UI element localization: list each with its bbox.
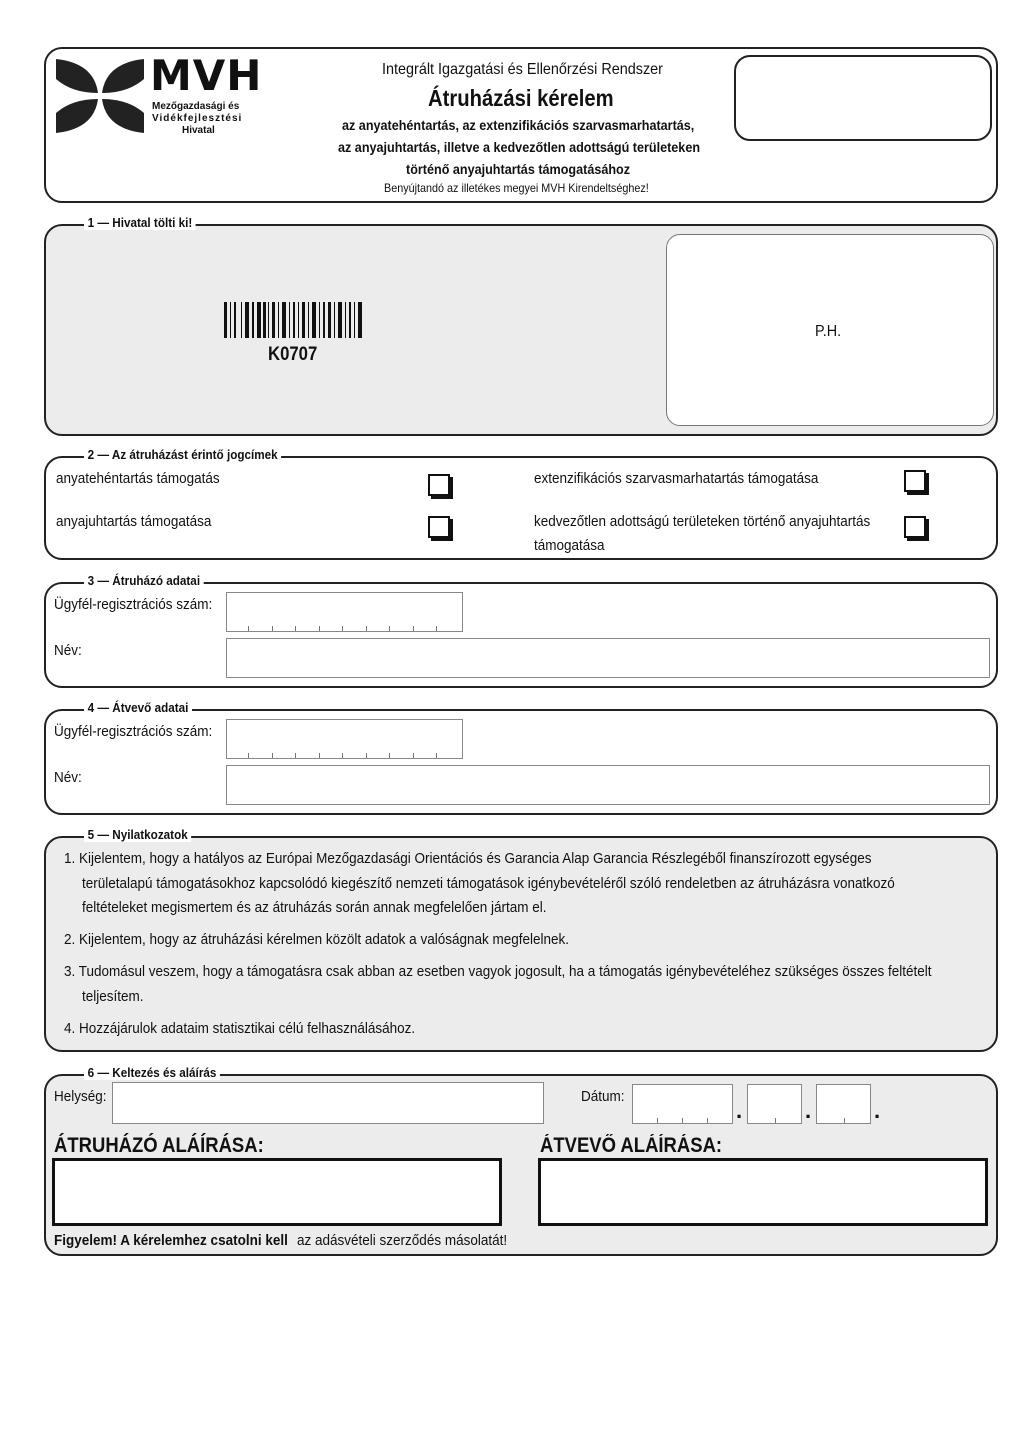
section-4-legend: 4 — Átvevő adatai — [84, 700, 192, 715]
title-label-1: anyatehéntartás támogatás — [56, 470, 220, 487]
section-1-legend: 1 — Hivatal tölti ki! — [84, 215, 196, 230]
page-title: Átruházási kérelem — [428, 85, 614, 111]
date-month-field[interactable] — [747, 1084, 802, 1124]
logo-line-3: Hivatal — [182, 125, 215, 136]
place-field[interactable] — [112, 1082, 544, 1124]
transferor-name-label: Név: — [54, 642, 82, 659]
transferor-signature-label: ÁTRUHÁZÓ ALÁÍRÁSA: — [54, 1134, 264, 1157]
transferor-signature-box[interactable] — [52, 1158, 502, 1226]
section-date-signature — [44, 1074, 998, 1256]
date-dot-1: . — [736, 1098, 743, 1123]
logo-line-2: Vidékfejlesztési — [152, 113, 243, 124]
stamp-box — [666, 234, 994, 426]
logo-line-1: Mezőgazdasági és — [152, 101, 240, 112]
section-office-use — [44, 224, 998, 436]
registration-stamp-box — [734, 55, 992, 141]
subtitle-line-2: az anyajuhtartás, illetve a kedvezőtlen adottságú területeken — [338, 139, 701, 155]
attachment-note-bold: Figyelem! A kérelemhez csatolni kell — [54, 1232, 288, 1249]
transferee-reg-field[interactable] — [226, 719, 463, 759]
checkbox-2[interactable] — [904, 470, 926, 492]
declaration-line-3: feltételeket megismertem és az átruházás során annak megfelelően jártam el. — [82, 899, 547, 916]
header-box — [44, 47, 998, 203]
title-label-4: kedvezőtlen adottságú területeken történő anyajuhtartás — [534, 513, 871, 530]
transferee-name-label: Név: — [54, 769, 82, 786]
transferee-signature-box[interactable] — [538, 1158, 988, 1226]
declaration-line-5: 3. Tudomásul veszem, hogy a támogatásra csak abban az esetben vagyok jogosult, ha a támogatás igénybevételéhez szükséges összes feltételt — [64, 963, 932, 980]
declaration-line-4: 2. Kijelentem, hogy az átruházási kérelmen közölt adatok a valóságnak megfelelnek. — [64, 931, 570, 948]
barcode-icon — [224, 302, 362, 338]
system-name: Integrált Igazgatási és Ellenőrzési Rendszer — [382, 61, 663, 78]
subtitle-line-1: az anyatehéntartás, az extenzifikációs szarvasmarhatartás, — [342, 117, 695, 133]
subtitle-line-3: történő anyajuhtartás támogatásához — [406, 161, 631, 177]
section-2-legend: 2 — Az átruházást érintő jogcímek — [84, 447, 281, 462]
title-label-2: extenzifikációs szarvasmarhatartás támogatása — [534, 470, 819, 487]
checkbox-4[interactable] — [904, 516, 926, 538]
title-label-3: anyajuhtartás támogatása — [56, 513, 212, 530]
transferor-name-field[interactable] — [226, 638, 990, 678]
attachment-note — [54, 1232, 507, 1249]
date-dot-2: . — [805, 1098, 812, 1123]
declaration-line-7: 4. Hozzájárulok adataim statisztikai célú felhasználásához. — [64, 1020, 416, 1037]
transferee-reg-label: Ügyfél-regisztrációs szám: — [54, 723, 213, 740]
declaration-line-6: teljesítem. — [82, 988, 144, 1005]
date-day-field[interactable] — [816, 1084, 871, 1124]
section-transferor — [44, 582, 998, 688]
checkbox-3[interactable] — [428, 516, 450, 538]
checkbox-1[interactable] — [428, 474, 450, 496]
attachment-note-rest: az adásvételi szerződés másolatát! — [297, 1232, 508, 1249]
section-transferee — [44, 709, 998, 815]
date-label: Dátum: — [581, 1088, 625, 1105]
date-dot-3: . — [874, 1098, 881, 1123]
barcode-text: K0707 — [268, 344, 318, 365]
section-3-legend: 3 — Átruházó adatai — [84, 573, 204, 588]
title-label-4-cont: támogatása — [534, 537, 605, 554]
submit-note: Benyújtandó az illetékes megyei MVH Kirendeltséghez! — [384, 181, 649, 195]
logo-acronym: MVH — [150, 51, 263, 100]
section-5-legend: 5 — Nyilatkozatok — [84, 827, 191, 842]
mvh-logo-icon — [54, 57, 146, 135]
mvh-logo — [54, 51, 263, 137]
section-legal-titles — [44, 456, 998, 560]
transferee-signature-label: ÁTVEVŐ ALÁÍRÁSA: — [540, 1134, 723, 1157]
transferor-reg-label: Ügyfél-regisztrációs szám: — [54, 596, 213, 613]
transferee-name-field[interactable] — [226, 765, 990, 805]
section-6-legend: 6 — Keltezés és aláírás — [84, 1065, 220, 1080]
declaration-line-2: területalapú támogatásokhoz kapcsolódó kiegészítő nemzeti támogatások igénybevételéről szóló rendeletben az átruházásra vonatkozó — [82, 875, 895, 892]
section-declarations — [44, 836, 998, 1052]
barcode — [224, 302, 362, 338]
declaration-line-1: 1. Kijelentem, hogy a hatályos az Európai Mezőgazdasági Orientációs és Garancia Alap Garancia Részlegéből finanszírozott egységes — [64, 850, 872, 867]
stamp-label: P.H. — [815, 323, 842, 340]
place-label: Helység: — [54, 1088, 107, 1105]
date-year-field[interactable] — [632, 1084, 733, 1124]
transferor-reg-field[interactable] — [226, 592, 463, 632]
